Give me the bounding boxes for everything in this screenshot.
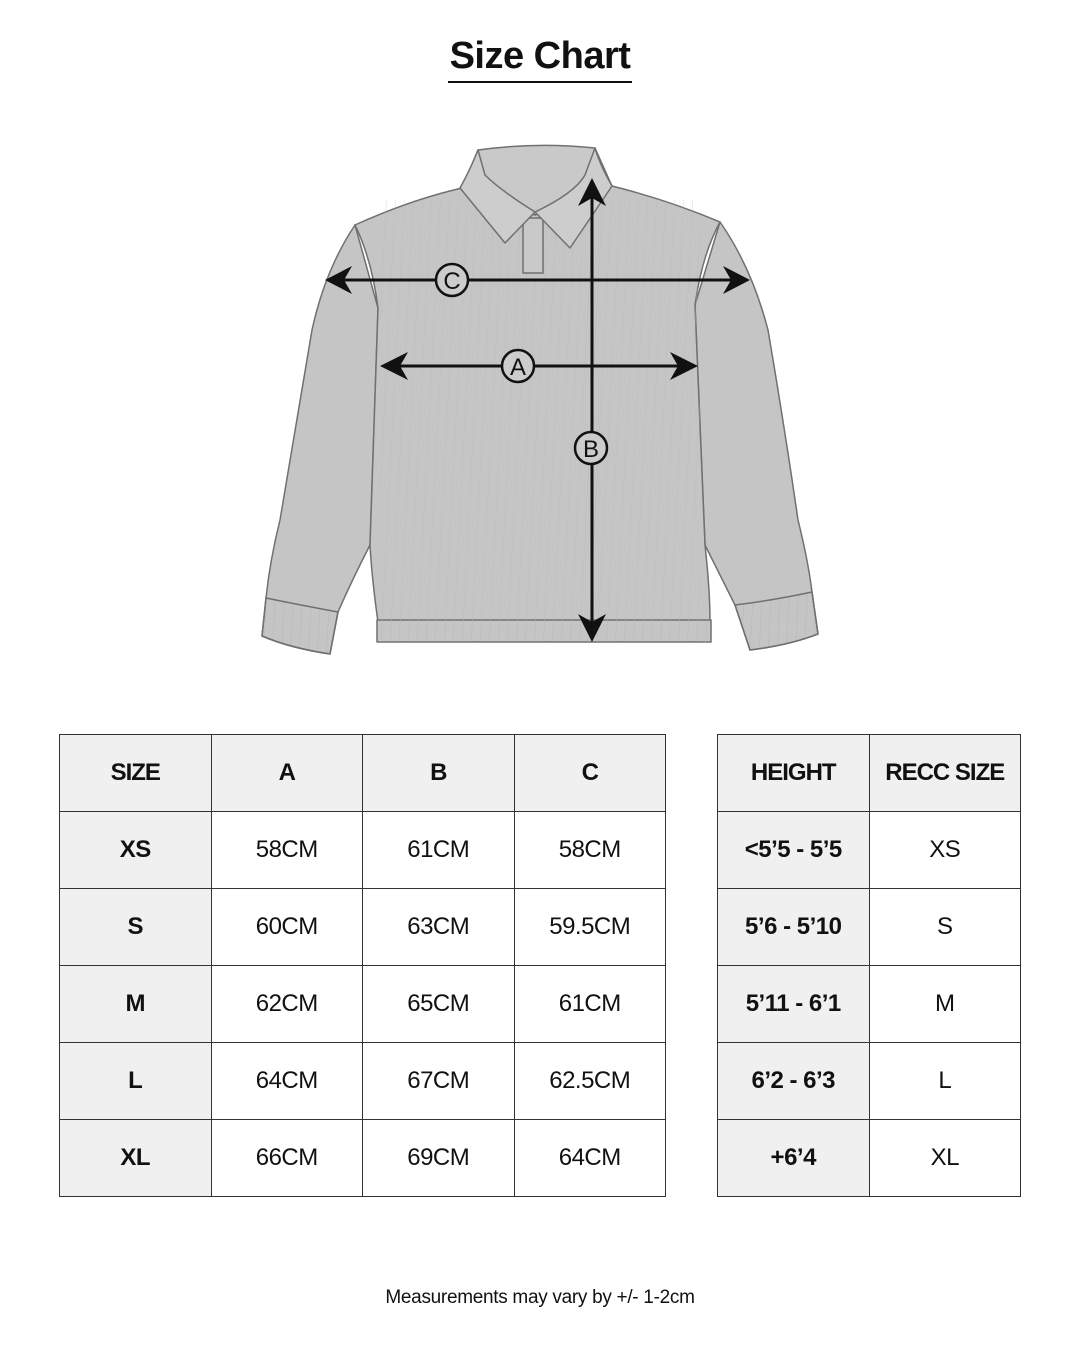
height-recommendation-table (717, 734, 1021, 1197)
table-header-row (60, 735, 666, 812)
height-cell: +6’4 (718, 1120, 870, 1197)
table-row (60, 1120, 666, 1197)
size-cell: XS (60, 812, 212, 889)
sweater-diagram (240, 130, 840, 670)
header-b: B (363, 735, 515, 812)
page-title-text: Size Chart (448, 34, 633, 83)
marker-c (436, 264, 468, 296)
header-c: C (514, 735, 666, 812)
recc-size-cell: S (869, 889, 1021, 966)
header-height: HEIGHT (718, 735, 870, 812)
marker-c-label: C (443, 268, 461, 295)
header-recc-size: RECC SIZE (869, 735, 1021, 812)
a-cell: 60CM (211, 889, 363, 966)
a-cell: 62CM (211, 966, 363, 1043)
header-a: A (211, 735, 363, 812)
height-cell: 6’2 - 6’3 (718, 1043, 870, 1120)
left-sleeve (262, 225, 378, 654)
height-cell: 5’6 - 5’10 (718, 889, 870, 966)
c-cell: 62.5CM (514, 1043, 666, 1120)
waistband-ribs (377, 620, 711, 642)
marker-b-label: B (582, 436, 600, 463)
a-cell: 66CM (211, 1120, 363, 1197)
table-row (718, 966, 1021, 1043)
recc-size-cell: L (869, 1043, 1021, 1120)
table-header-row (718, 735, 1021, 812)
c-cell: 61CM (514, 966, 666, 1043)
table-row (718, 1043, 1021, 1120)
table-row (60, 966, 666, 1043)
a-cell: 58CM (211, 812, 363, 889)
page-title (0, 34, 1080, 83)
placket (523, 218, 543, 273)
recc-size-cell: XS (869, 812, 1021, 889)
size-cell: M (60, 966, 212, 1043)
table-row (60, 889, 666, 966)
right-sleeve (695, 222, 818, 650)
table-row (60, 812, 666, 889)
size-cell: L (60, 1043, 212, 1120)
b-cell: 65CM (363, 966, 515, 1043)
marker-a (502, 350, 534, 382)
header-size: SIZE (60, 735, 212, 812)
table-row (718, 889, 1021, 966)
height-cell: <5’5 - 5’5 (718, 812, 870, 889)
b-cell: 63CM (363, 889, 515, 966)
sweater-illustration (262, 145, 818, 654)
marker-b (575, 432, 607, 464)
height-cell: 5’11 - 6’1 (718, 966, 870, 1043)
measurement-footnote: Measurements may vary by +/- 1-2cm (385, 1287, 695, 1308)
size-cell: S (60, 889, 212, 966)
table-row (60, 1043, 666, 1120)
c-cell: 64CM (514, 1120, 666, 1197)
a-cell: 64CM (211, 1043, 363, 1120)
b-cell: 61CM (363, 812, 515, 889)
c-cell: 59.5CM (514, 889, 666, 966)
b-cell: 69CM (363, 1120, 515, 1197)
size-measurement-table (59, 734, 666, 1197)
size-cell: XL (60, 1120, 212, 1197)
table-row (718, 812, 1021, 889)
recc-size-cell: M (869, 966, 1021, 1043)
recc-size-cell: XL (869, 1120, 1021, 1197)
marker-a-label: A (509, 354, 527, 381)
table-row (718, 1120, 1021, 1197)
b-cell: 67CM (363, 1043, 515, 1120)
c-cell: 58CM (514, 812, 666, 889)
